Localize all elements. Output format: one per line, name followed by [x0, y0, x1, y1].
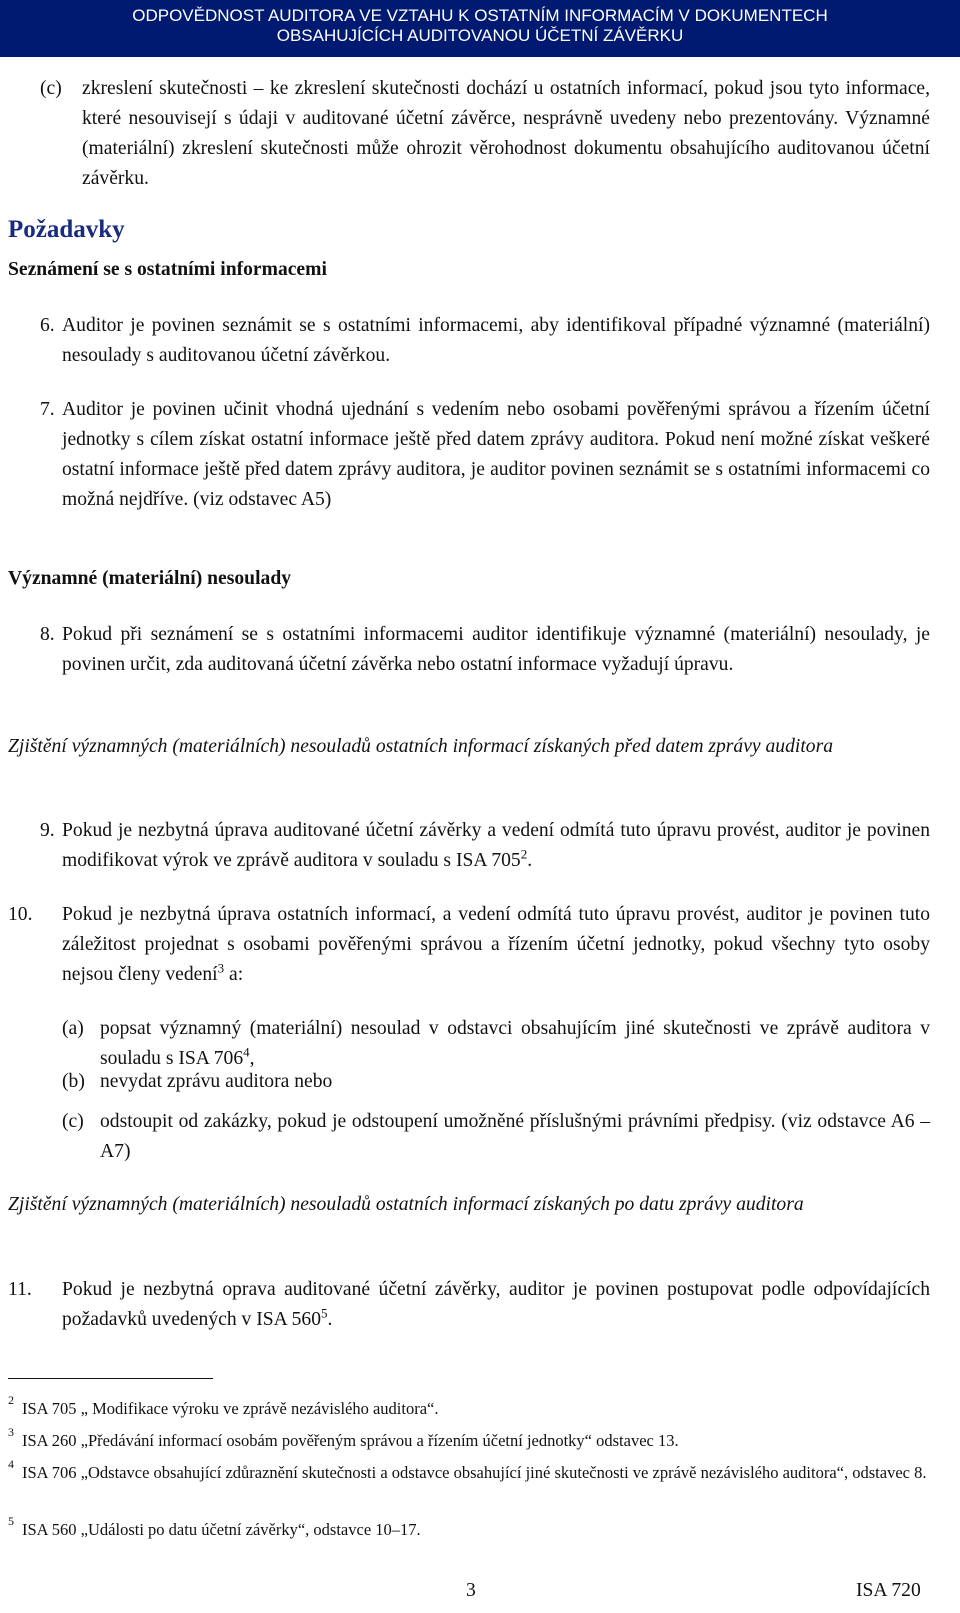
material-inconsistencies-heading: Významné (materiální) nesoulady	[8, 568, 292, 589]
paragraph-8-text: Pokud při seznámení se s ostatními informacemi auditor identifikuje významné (materiální) nesoulady, je povinen určit, zda auditovaná účetní závěrka nebo ostatní informace vyžadují úpravu.	[62, 624, 930, 675]
footnote-2-text: ISA 705 „ Modifikace výroku ve zprávě nezávislého auditora“.	[22, 1399, 439, 1418]
footnote-ref-2[interactable]: 2	[520, 846, 528, 862]
paragraph-9-tail: .	[527, 850, 533, 871]
paragraph-10a-body: popsat významný (materiální) nesoulad v odstavci obsahujícím jiné skutečnosti ve zprávě auditora v souladu s ISA 706	[100, 1018, 930, 1069]
paragraph-9-body: Pokud je nezbytná úprava auditované účetní závěrky a vedení odmítá tuto úpravu provést, auditor je povinen modifikovat výrok ve zprávě auditora v souladu s ISA 705	[62, 820, 930, 871]
after-date-heading: Zjištění významných (materiálních) nesouladů ostatních informací získaných po datu zprávy auditora	[8, 1194, 804, 1215]
paragraph-10c-label: (c)	[62, 1111, 84, 1132]
paragraph-6-number: 6.	[40, 315, 55, 336]
footnote-ref-5[interactable]: 5	[321, 1305, 328, 1321]
footnote-3-text: ISA 260 „Předávání informací osobám pověřeným správou a řízením účetní jednotky“ odstavec 13.	[22, 1431, 679, 1450]
header-line-2: OBSAHUJÍCÍCH AUDITOVANOU ÚČETNÍ ZÁVĚRKU	[276, 26, 684, 45]
footnote-ref-3[interactable]: 3	[217, 960, 225, 976]
paragraph-10-tail: a:	[224, 964, 244, 985]
paragraph-10a-tail: ,	[249, 1048, 255, 1069]
footnote-5-number: 5	[8, 1514, 14, 1528]
paragraph-11-tail: .	[327, 1309, 333, 1330]
reading-subheading: Seznámení se s ostatními informacemi	[8, 259, 327, 280]
standard-label: ISA 720	[856, 1580, 921, 1601]
paragraph-11-number: 11.	[8, 1279, 32, 1300]
paragraph-7-text: Auditor je povinen učinit vhodná ujednání s vedením nebo osobami pověřenými správou a řízením účetní jednotky s cílem získat ostatní informace ještě před datem zprávy auditora. Pokud není možné získat veškeré ostatní informace ještě před datem zprávy auditora, je auditor povinen seznámit se s ostatními informacemi co možná nejdříve. (viz odstavec A5)	[62, 399, 930, 510]
footnote-5-text: ISA 560 „Události po datu účetní závěrky“, odstavce 10–17.	[22, 1520, 421, 1539]
paragraph-10a-label: (a)	[62, 1018, 84, 1039]
header-line-1: ODPOVĚDNOST AUDITORA VE VZTAHU K OSTATNÍM INFORMACÍM V DOKUMENTECH	[132, 6, 828, 25]
paragraph-10b-label: (b)	[62, 1071, 85, 1092]
page-number: 3	[466, 1580, 476, 1601]
footnote-ref-4[interactable]: 4	[243, 1044, 250, 1060]
requirements-heading: Požadavky	[8, 216, 125, 243]
paragraph-10-number: 10.	[8, 904, 33, 925]
footnote-4-number: 4	[8, 1457, 14, 1471]
item-c-label: (c)	[40, 78, 62, 99]
before-date-heading: Zjištění významných (materiálních) nesouladů ostatních informací získaných před datem zprávy auditora	[8, 736, 833, 757]
paragraph-10a-text	[100, 1014, 930, 1074]
footnote-3-number: 3	[8, 1425, 14, 1439]
footnote-2-number: 2	[8, 1393, 14, 1407]
paragraph-11-body: Pokud je nezbytná oprava auditované účetní závěrky, auditor je povinen postupovat podle odpovídajících požadavků uvedených v ISA 560	[62, 1279, 930, 1330]
paragraph-10-text	[62, 900, 930, 990]
paragraph-10b-text: nevydat zprávu auditora nebo	[100, 1071, 333, 1092]
paragraph-9-text	[62, 816, 930, 876]
footnote-separator	[8, 1378, 213, 1379]
paragraph-10-body: Pokud je nezbytná úprava ostatních informací, a vedení odmítá tuto úpravu provést, auditor je povinen tuto záležitost projednat s osobami pověřenými správou a řízením účetní jednotky, pokud všechny tyto osoby nejsou členy vedení	[62, 904, 930, 985]
item-c-text: zkreslení skutečnosti – ke zkreslení skutečnosti dochází u ostatních informací, pokud jsou tyto informace, které nesouvisejí s údaji v auditované účetní závěrce, nesprávně uvedeny nebo prezentovány. Významné (materiální) zkreslení skutečnosti může ohrozit věrohodnost dokumentu obsahujícího auditovanou účetní závěrku.	[82, 78, 930, 189]
paragraph-11-text	[62, 1275, 930, 1335]
paragraph-8-number: 8.	[40, 624, 55, 645]
paragraph-10c-text: odstoupit od zakázky, pokud je odstoupení umožněné příslušnými právními předpisy. (viz odstavce A6 – A7)	[100, 1111, 930, 1162]
paragraph-6-text: Auditor je povinen seznámit se s ostatními informacemi, aby identifikoval případné významné (materiální) nesoulady s auditovanou účetní závěrkou.	[62, 315, 930, 366]
paragraph-9-number: 9.	[40, 820, 55, 841]
running-header	[0, 0, 960, 57]
footnote-4-text: ISA 706 „Odstavce obsahující zdůraznění skutečnosti a odstavce obsahující jiné skutečnosti ve zprávě nezávislého auditora“, odstavec 8.	[22, 1463, 927, 1482]
paragraph-7-number: 7.	[40, 399, 55, 420]
